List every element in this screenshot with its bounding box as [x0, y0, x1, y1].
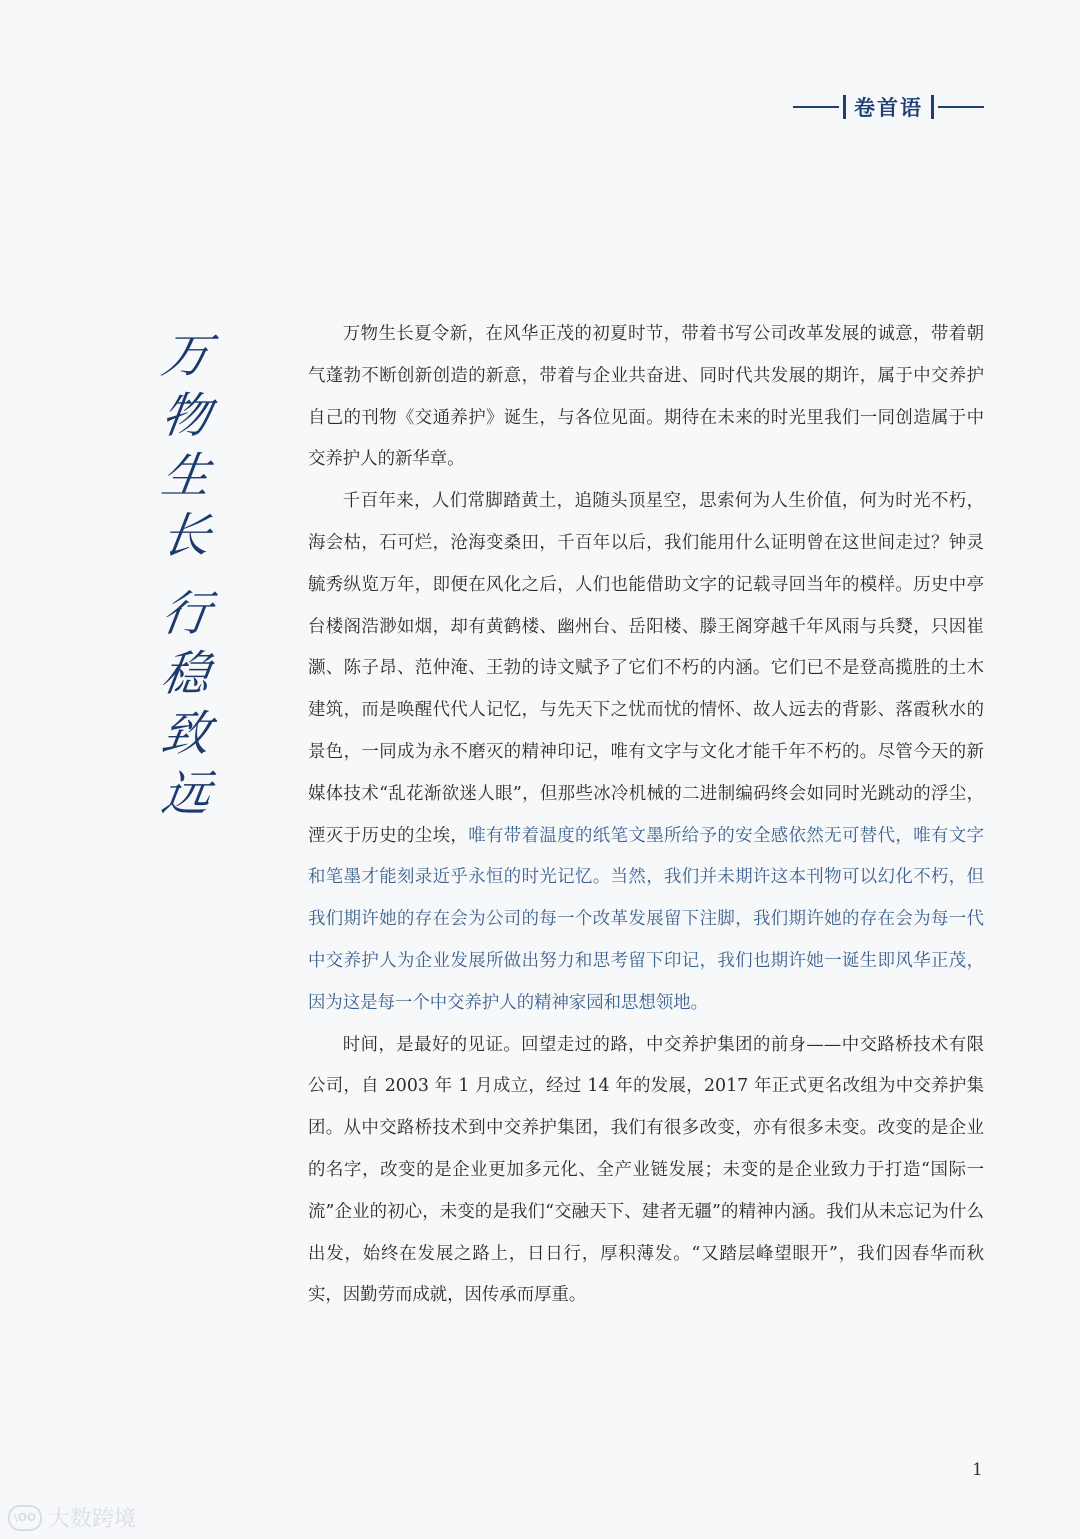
- section-title: 卷首语: [854, 95, 923, 120]
- section-header: [793, 92, 984, 122]
- article-paragraph-2: [308, 481, 984, 1024]
- calligraphy-char: 万: [158, 328, 214, 384]
- calligraphy-title: [158, 326, 214, 824]
- header-left-rule: [793, 106, 839, 108]
- header-right-rule: [938, 106, 984, 108]
- calligraphy-char: 致: [158, 706, 214, 762]
- calligraphy-char: 长: [158, 508, 214, 564]
- calligraphy-char: 物: [158, 388, 214, 444]
- watermark-logo-icon: \OO: [8, 1505, 42, 1531]
- page-number: 1: [972, 1460, 983, 1480]
- paragraph-2-highlight: 唯有带着温度的纸笔文墨所给予的安全感依然无可替代，唯有文字和笔墨才能刻录近乎永恒的时光记忆。当然，我们并未期许这本刊物可以幻化不朽，但我们期许她的存在会为公司的每一个改革发展留下注脚，我们期许她的存在会为每一代中交养护人为企业发展所做出努力和思考留下印记，我们也期许她一诞生即风华正茂，因为这是每一个中交养护人的精神家园和思想领地。: [308, 825, 984, 1013]
- header-left-bar: [843, 95, 846, 119]
- calligraphy-char: 稳: [158, 646, 214, 702]
- paragraph-2-text: 千百年来，人们常脚踏黄土，追随头顶星空，思索何为人生价值，何为时光不朽，海会枯，石可烂，沧海变桑田，千百年以后，我们能用什么证明曾在这世间走过？钟灵毓秀纵览万年，即便在风化之后，人们也能借助文字的记载寻回当年的模样。历史中亭台楼阁浩渺如烟，却有黄鹤楼、幽州台、岳阳楼、滕王阁穿越千年风雨与兵燹，只因崔灏、陈子昂、范仲淹、王勃的诗文赋予了它们不朽的内涵。它们已不是登高揽胜的土木建筑，而是唤醒代代人记忆，与先天下之忧而忧的情怀、故人远去的背影、落霞秋水的景色，一同成为永不磨灭的精神印记，唯有文字与文化才能千年不朽的。尽管今天的新媒体技术“乱花渐欲迷人眼”，但那些冰冷机械的二进制编码终会如同时光跳动的浮尘，湮灭于历史的尘埃，: [308, 491, 984, 846]
- calligraphy-char: 远: [158, 766, 214, 822]
- article-paragraph-3: 时间，是最好的见证。回望走过的路，中交养护集团的前身——中交路桥技术有限公司，自 2003 年 1 月成立，经过 14 年的发展，2017 年正式更名改组为中交养护集团。从中交路桥技术到中交养护集团，我们有很多改变，亦有很多未变。改变的是企业的名字，改变的是企业更加多元化、全产业链发展；未变的是企业致力于打造“国际一流”企业的初心，未变的是我们“交融天下、建者无疆”的精神内涵。我们从未忘记为什么出发，始终在发展之路上，日日行，厚积薄发。“又踏层峰望眼开”，我们因春华而秋实，因勤劳而成就，因传承而厚重。: [308, 1034, 984, 1306]
- article-paragraph-1: 万物生长夏令新，在风华正茂的初夏时节，带着书写公司改革发展的诚意，带着朝气蓬勃不断创新创造的新意，带着与企业共奋进、同时代共发展的期许，属于中交养护自己的刊物《交通养护》诞生，与各位见面。期待在未来的时光里我们一同创造属于中交养护人的新华章。: [308, 324, 984, 470]
- calligraphy-char: 生: [158, 448, 214, 504]
- calligraphy-line-1: [158, 326, 214, 566]
- calligraphy-line-2: [158, 584, 214, 824]
- watermark-text: 大数跨境: [48, 1507, 137, 1532]
- header-right-bar: [931, 95, 934, 119]
- watermark: [8, 1502, 136, 1533]
- calligraphy-char: 行: [158, 586, 214, 642]
- article-body: [308, 314, 984, 1317]
